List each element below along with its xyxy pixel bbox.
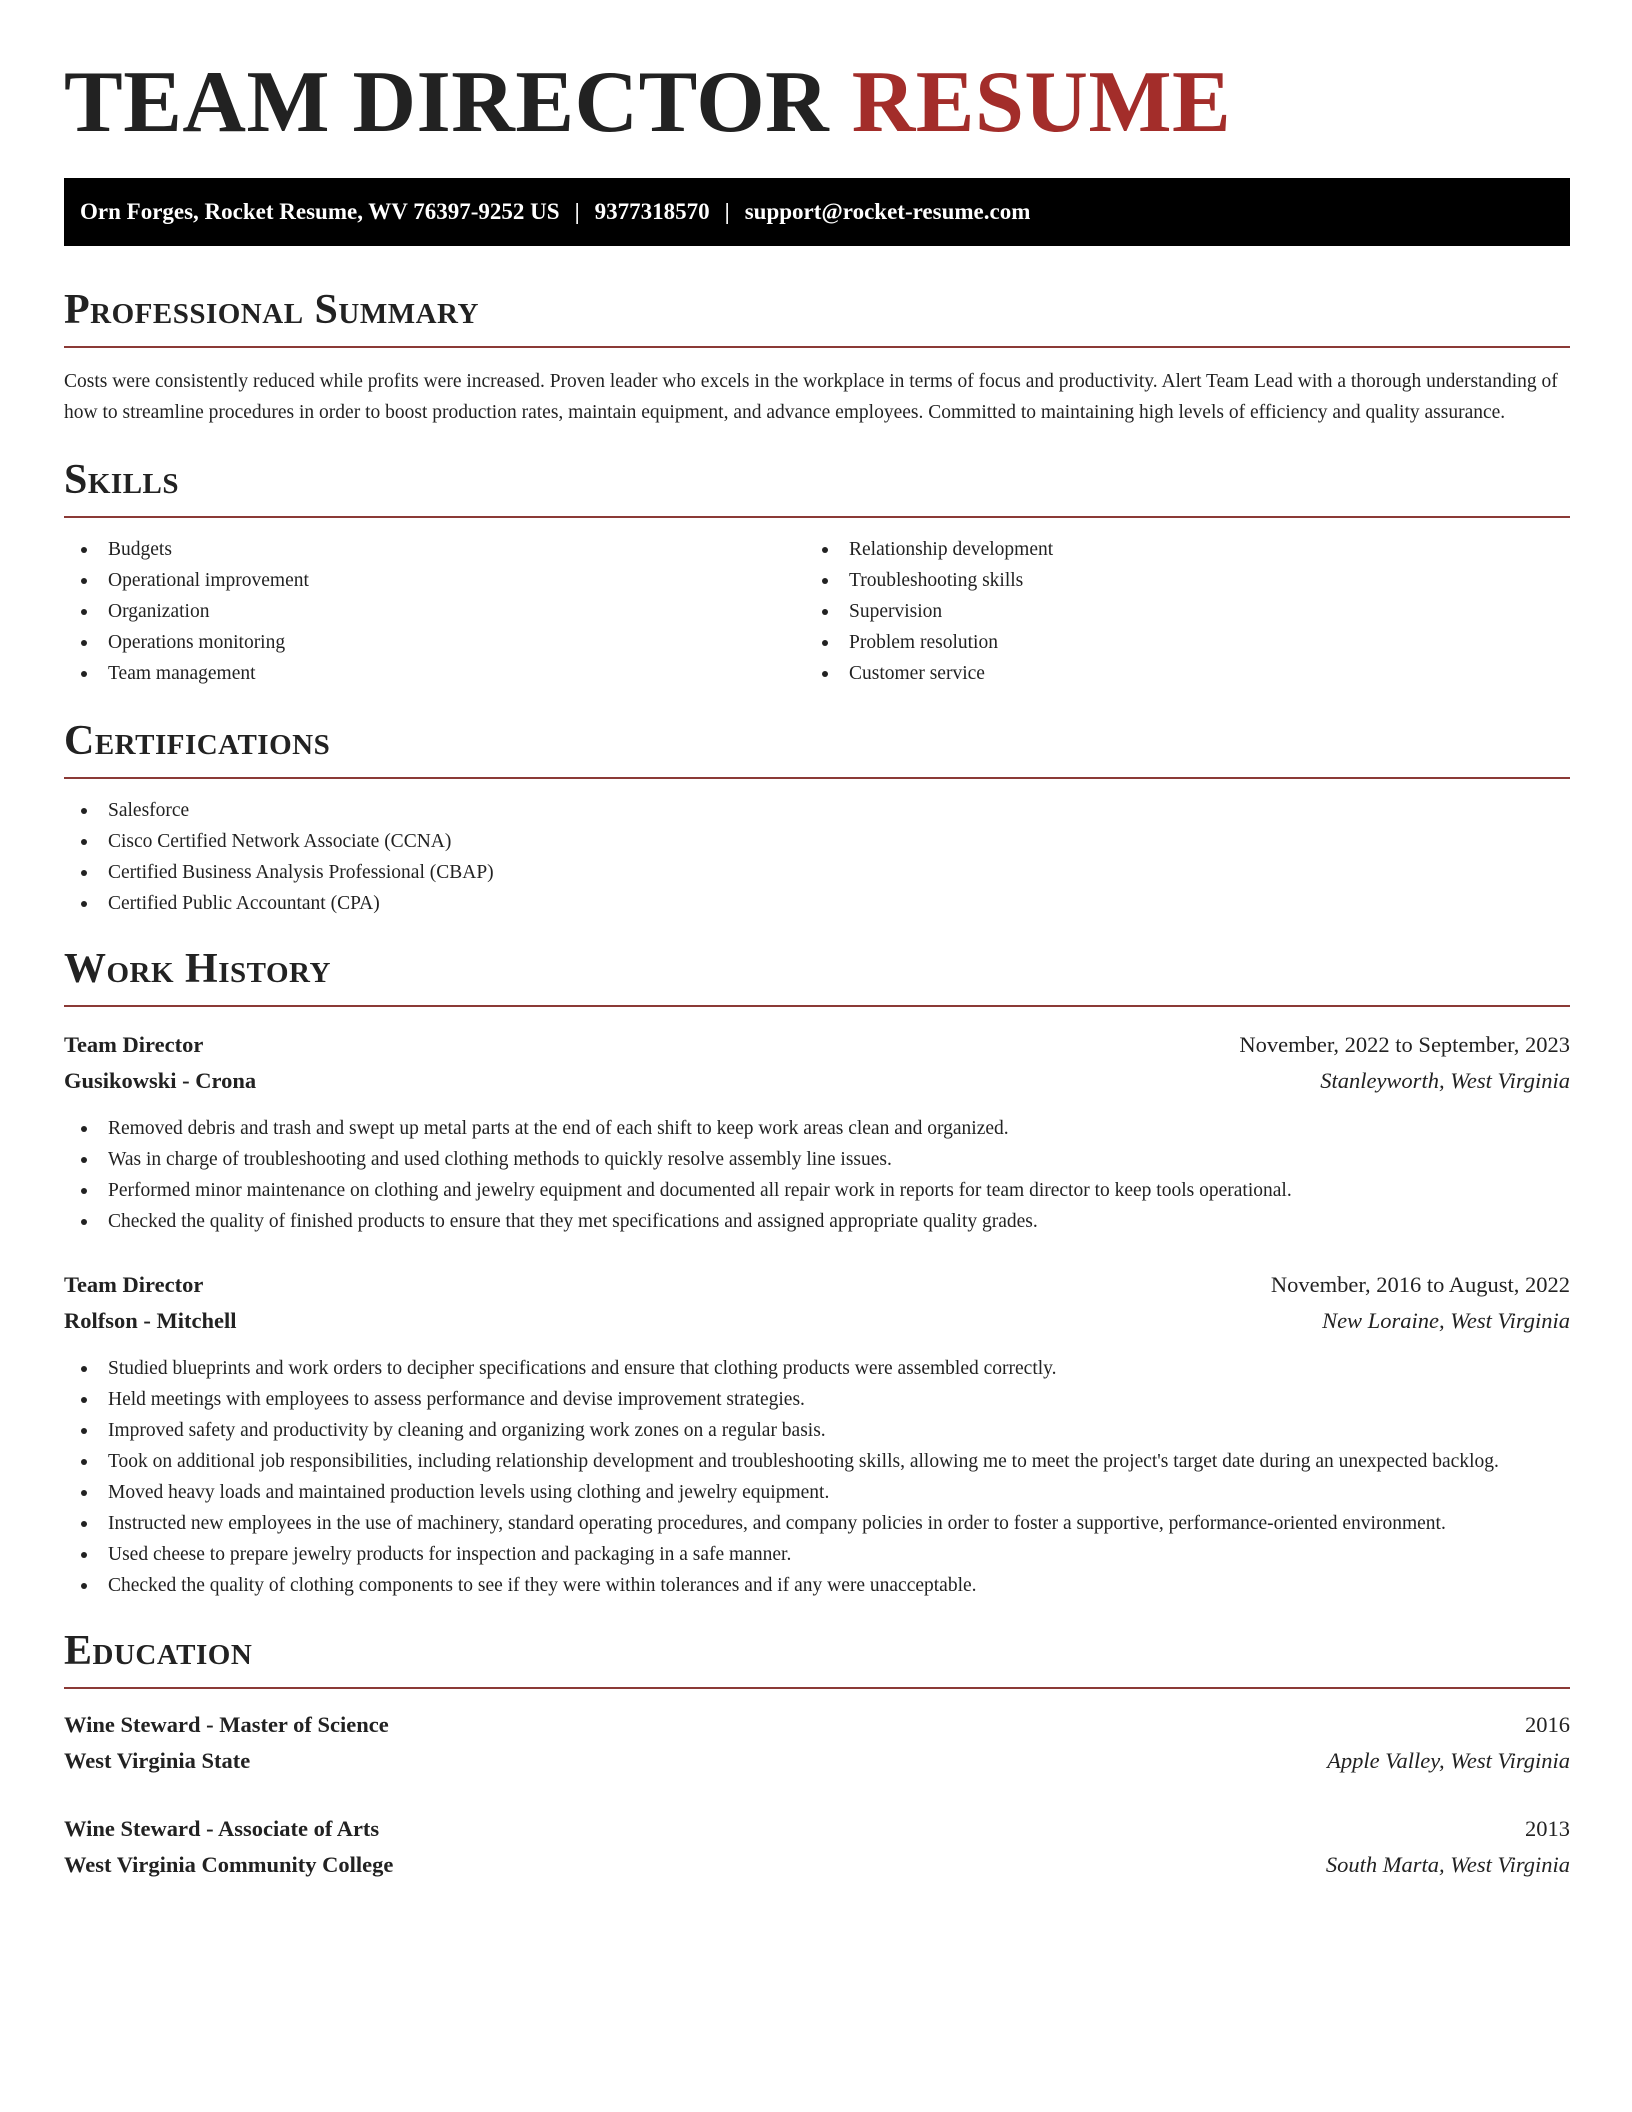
skills-list [64, 518, 1570, 689]
job-dates: November, 2022 to September, 2023 [1239, 1032, 1570, 1057]
bullet-icon [81, 1583, 87, 1589]
work-bullets [64, 1353, 1570, 1601]
contact-address: Orn Forges, Rocket Resume, WV 76397-9252 US [80, 199, 560, 224]
title-accent: RESUME [851, 54, 1232, 151]
certification-item: Cisco Certified Network Associate (CCNA) [64, 826, 1570, 857]
education-entry-subheader [64, 1847, 1570, 1883]
job-title: Team Director [64, 1032, 204, 1057]
bullet-icon [81, 1188, 87, 1194]
company-name: Gusikowski - Crona [64, 1068, 257, 1093]
contact-bar [64, 178, 1570, 246]
education-entry-subheader [64, 1743, 1570, 1779]
work-bullets [64, 1113, 1570, 1237]
work-entry [64, 1027, 1570, 1237]
job-title: Team Director [64, 1272, 204, 1297]
graduation-year: 2016 [1525, 1712, 1570, 1737]
job-dates: November, 2016 to August, 2022 [1270, 1272, 1570, 1297]
work-bullet: Checked the quality of clothing components to see if they were within tolerances and if any were unacceptable. [64, 1570, 1570, 1601]
section-heading-education: Education [64, 1627, 1570, 1689]
skill-item: Organization [64, 596, 805, 627]
skill-item: Problem resolution [805, 627, 1546, 658]
contact-phone: 9377318570 [594, 199, 710, 224]
work-bullet: Studied blueprints and work orders to decipher specifications and ensure that clothing products were assembled correctly. [64, 1353, 1570, 1384]
bullet-icon [822, 640, 828, 646]
bullet-icon [81, 640, 87, 646]
company-name: Rolfson - Mitchell [64, 1308, 237, 1333]
skill-item: Operational improvement [64, 565, 805, 596]
contact-email: support@rocket-resume.com [744, 199, 1031, 224]
education-entry-header [64, 1811, 1570, 1847]
school-location: Apple Valley, West Virginia [1327, 1748, 1570, 1773]
bullet-icon [81, 1397, 87, 1403]
work-bullet: Performed minor maintenance on clothing and jewelry equipment and documented all repair work in reports for team director to keep tools operational. [64, 1175, 1570, 1206]
skill-item: Troubleshooting skills [805, 565, 1546, 596]
work-bullet: Took on additional job responsibilities, including relationship development and troubleshooting skills, allowing me to meet the project's target date during an unexpected backlog. [64, 1446, 1570, 1477]
education-entry [64, 1707, 1570, 1779]
skill-item: Team management [64, 658, 805, 689]
education-entry [64, 1811, 1570, 1883]
contact-separator: | [574, 199, 580, 224]
school-location: South Marta, West Virginia [1325, 1852, 1570, 1877]
bullet-icon [822, 578, 828, 584]
work-entry-header [64, 1027, 1570, 1063]
contact-separator: | [724, 199, 730, 224]
work-entry [64, 1267, 1570, 1601]
bullet-icon [81, 1459, 87, 1465]
bullet-icon [81, 870, 87, 876]
skills-column-left [64, 534, 805, 689]
education-entry-header [64, 1707, 1570, 1743]
graduation-year: 2013 [1525, 1816, 1570, 1841]
work-bullet: Checked the quality of finished products to ensure that they met specifications and assigned appropriate quality grades. [64, 1206, 1570, 1237]
certification-item: Salesforce [64, 795, 1570, 826]
work-bullet: Moved heavy loads and maintained production levels using clothing and jewelry equipment. [64, 1477, 1570, 1508]
school-name: West Virginia State [64, 1748, 251, 1773]
school-name: West Virginia Community College [64, 1852, 394, 1877]
bullet-icon [822, 609, 828, 615]
bullet-icon [81, 1552, 87, 1558]
skill-item: Customer service [805, 658, 1546, 689]
certification-item: Certified Public Accountant (CPA) [64, 888, 1570, 919]
bullet-icon [81, 901, 87, 907]
work-entry-subheader [64, 1303, 1570, 1339]
job-location: New Loraine, West Virginia [1322, 1308, 1570, 1333]
section-heading-certifications: Certifications [64, 717, 1570, 779]
work-bullet: Removed debris and trash and swept up metal parts at the end of each shift to keep work areas clean and organized. [64, 1113, 1570, 1144]
skill-item: Budgets [64, 534, 805, 565]
work-entry-subheader [64, 1063, 1570, 1099]
work-bullet: Used cheese to prepare jewelry products for inspection and packaging in a safe manner. [64, 1539, 1570, 1570]
work-bullet: Held meetings with employees to assess performance and devise improvement strategies. [64, 1384, 1570, 1415]
resume-page [64, 0, 1570, 1883]
job-location: Stanleyworth, West Virginia [1320, 1068, 1570, 1093]
skill-item: Relationship development [805, 534, 1546, 565]
bullet-icon [81, 808, 87, 814]
bullet-icon [81, 1490, 87, 1496]
bullet-icon [81, 1219, 87, 1225]
skill-item: Operations monitoring [64, 627, 805, 658]
section-heading-work-history: Work History [64, 945, 1570, 1007]
work-bullet: Instructed new employees in the use of machinery, standard operating procedures, and company policies in order to foster a supportive, performance-oriented environment. [64, 1508, 1570, 1539]
degree-name: Wine Steward - Associate of Arts [64, 1816, 380, 1841]
work-entry-header [64, 1267, 1570, 1303]
bullet-icon [81, 1157, 87, 1163]
bullet-icon [81, 547, 87, 553]
bullet-icon [81, 578, 87, 584]
title-main: TEAM DIRECTOR [64, 54, 830, 151]
bullet-icon [81, 1428, 87, 1434]
resume-title [64, 54, 1570, 151]
work-bullet: Improved safety and productivity by cleaning and organizing work zones on a regular basis. [64, 1415, 1570, 1446]
certifications-list [64, 795, 1570, 919]
degree-name: Wine Steward - Master of Science [64, 1712, 389, 1737]
skills-column-right [805, 534, 1546, 689]
bullet-icon [81, 609, 87, 615]
bullet-icon [81, 1126, 87, 1132]
bullet-icon [81, 1366, 87, 1372]
work-bullet: Was in charge of troubleshooting and used clothing methods to quickly resolve assembly line issues. [64, 1144, 1570, 1175]
certification-item: Certified Business Analysis Professional (CBAP) [64, 857, 1570, 888]
section-heading-summary: Professional Summary [64, 286, 1570, 348]
bullet-icon [81, 839, 87, 845]
skill-item: Supervision [805, 596, 1546, 627]
bullet-icon [822, 547, 828, 553]
bullet-icon [81, 671, 87, 677]
bullet-icon [81, 1521, 87, 1527]
section-heading-skills: Skills [64, 456, 1570, 518]
education-list [64, 1707, 1570, 1883]
summary-text: Costs were consistently reduced while profits were increased. Proven leader who excels in the workplace in terms of focus and productivity. Alert Team Lead with a thorough understanding of how to streamline procedures in order to boost production rates, maintain equipment, and advance employees. Committed to maintaining high levels of efficiency and quality assurance. [64, 371, 1558, 423]
bullet-icon [822, 671, 828, 677]
